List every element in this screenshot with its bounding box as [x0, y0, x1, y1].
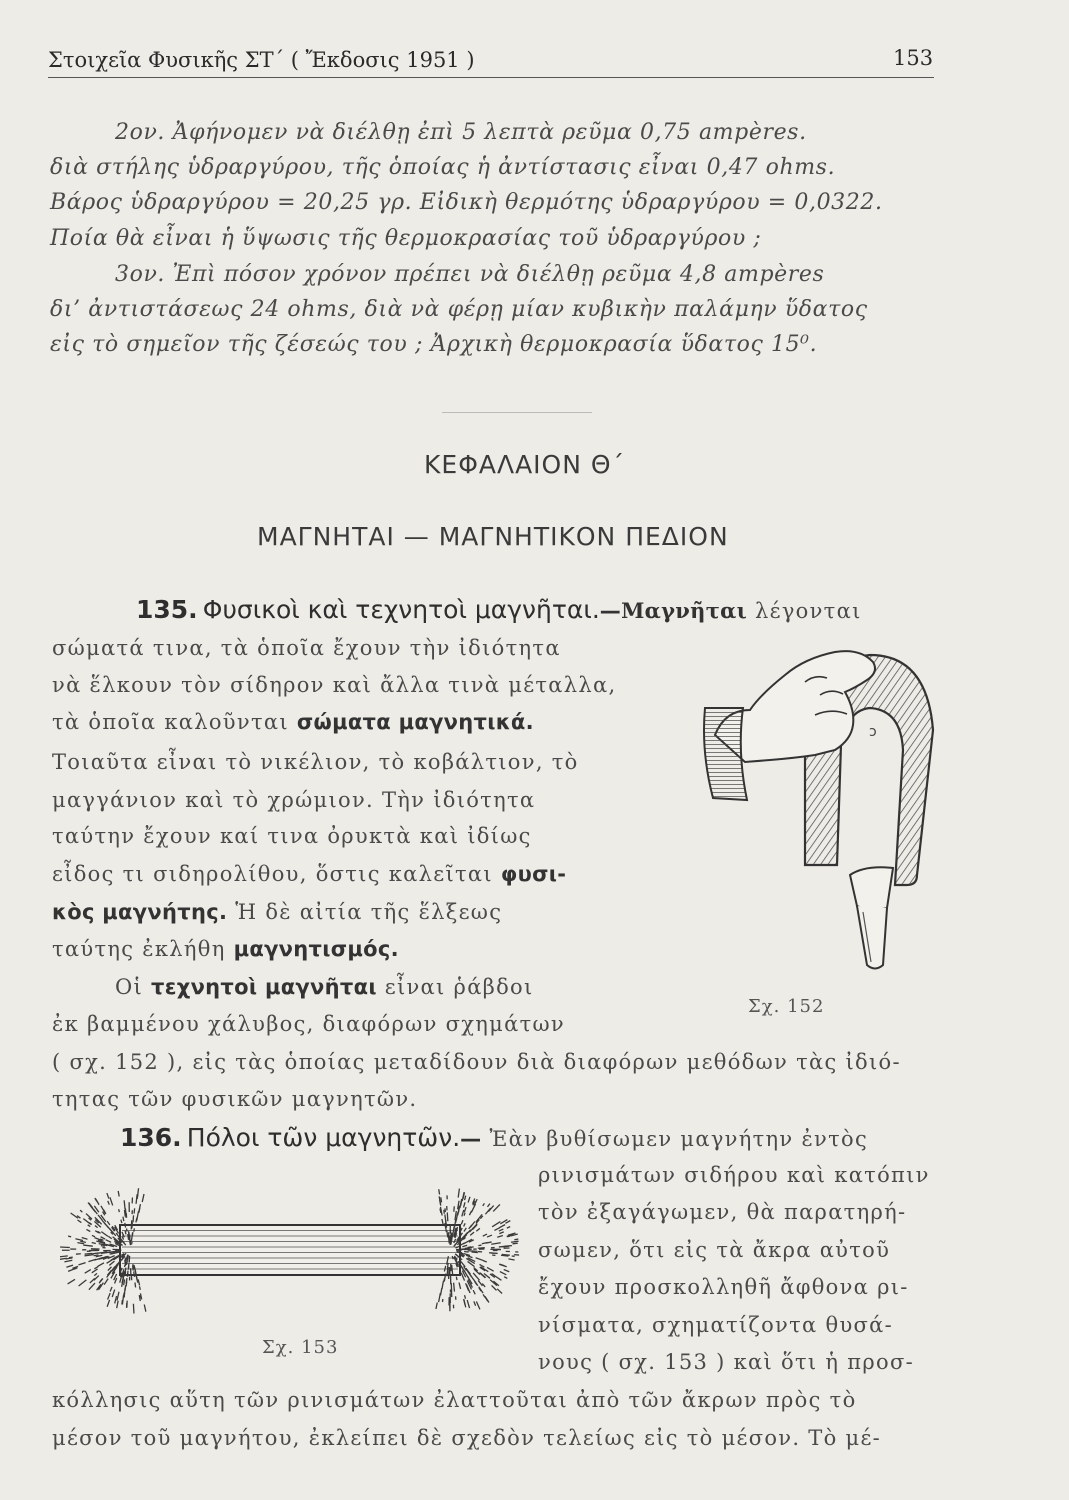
heading-dash: —: [460, 1127, 482, 1151]
section-135-heading-line: [136, 595, 862, 624]
body-line: νὰ ἕλκουν τὸν σίδηρον καὶ ἄλλα τινὰ μέταλλα,: [52, 673, 617, 697]
figure-caption: Σχ. 153: [262, 1337, 339, 1358]
section-136-heading-line: [120, 1123, 868, 1152]
body-line: νίσματα, σχηματίζοντα θυσά-: [538, 1313, 894, 1337]
body-line: ταύτην ἔχουν καί τινα ὀρυκτὰ καὶ ἰδίως: [52, 824, 532, 848]
body-line: τὸν ἐξαγάγωμεν, θὰ παρατηρή-: [538, 1200, 907, 1224]
body-line: σωμεν, ὅτι εἰς τὰ ἄκρα αὐτοῦ: [538, 1238, 891, 1262]
bar-magnet-filings-figure: [60, 1175, 520, 1325]
chapter-label: ΚΕΦΑΛΑΙΟΝ Θ΄: [424, 450, 626, 479]
body-text: Ἐὰν βυθίσωμεν μαγνήτην ἐντὸς: [481, 1127, 869, 1151]
exercise-line: διὰ στήλης ὑδραργύρου, τῆς ὁποίας ἡ ἀντίστασις εἶναι 0,47 ohms.: [50, 155, 836, 180]
page-number: 153: [893, 46, 934, 70]
body-line: μέσον τοῦ μαγνήτου, ἐκλείπει δὲ σχεδὸν τελείως εἰς τὸ μέσον. Τὸ μέ-: [52, 1426, 882, 1450]
body-text: λέγονται: [747, 599, 862, 623]
body-line: κόλλησις αὕτη τῶν ρινισμάτων ἐλαττοῦται ἀπὸ τῶν ἄκρων πρὸς τὸ: [52, 1388, 857, 1412]
body-line: Τοιαῦτα εἶναι τὸ νικέλιον, τὸ κοβάλτιον, τὸ: [52, 750, 579, 774]
body-line: ἔχουν προσκολληθῆ ἄφθονα ρι-: [538, 1275, 909, 1299]
section-separator: [442, 412, 592, 413]
chapter-title: ΜΑΓΝΗΤΑΙ — ΜΑΓΝΗΤΙΚΟΝ ΠΕΔΙΟΝ: [257, 522, 729, 551]
body-line: [52, 900, 502, 924]
exercise-line: Ποία θὰ εἶναι ἡ ὕψωσις τῆς θερμοκρασίας τοῦ ὑδραργύρου ;: [50, 226, 762, 251]
bold-term: κὸς μαγνήτης.: [52, 900, 228, 924]
magnet-mark-icon: ↄ: [869, 724, 877, 740]
body-line: [52, 937, 399, 961]
body-line: [52, 710, 534, 734]
body-line: ( σχ. 152 ), εἰς τὰς ὁποίας μεταδίδουν διὰ διαφόρων μεθόδων τὰς ἰδιό-: [52, 1050, 901, 1074]
bold-term: σώματα μαγνητικά.: [296, 710, 534, 734]
body-line: νους ( σχ. 153 ) καὶ ὅτι ἡ προσ-: [538, 1350, 914, 1374]
exercise-line: 2ον. Ἀφήνομεν νὰ διέλθῃ ἐπὶ 5 λεπτὰ ρεῦμα 0,75 ampères.: [115, 120, 807, 145]
exercise-line: εἰς τὸ σημεῖον τῆς ζέσεώς του ; Ἀρχικὴ θερμοκρασία ὕδατος 15⁰.: [50, 332, 818, 357]
body-text: ταύτης ἐκλήθη: [52, 937, 234, 961]
body-text: Ἡ δὲ αἰτία τῆς ἕλξεως: [227, 900, 503, 924]
body-text: εἶναι ῥάβδοι: [376, 975, 534, 999]
bold-term: φυσι-: [500, 862, 567, 886]
running-title: Στοιχεῖα Φυσικῆς ΣΤ΄ ( Ἔκδοσις 1951 ): [48, 48, 475, 72]
section-number: 135.: [136, 595, 198, 624]
header-rule: [48, 77, 934, 78]
body-line: [115, 975, 534, 999]
figure-caption: Σχ. 152: [748, 996, 825, 1017]
exercise-line: δι’ ἀντιστάσεως 24 ohms, διὰ νὰ φέρῃ μίαν κυβικὴν παλάμην ὕδατος: [50, 297, 868, 322]
body-text: τὰ ὁποῖα καλοῦνται: [52, 710, 297, 734]
exercise-line: Βάρος ὑδραργύρου = 20,25 γρ. Εἰδικὴ θερμότης ὑδραργύρου = 0,0322.: [50, 190, 883, 215]
body-text: εἶδος τι σιδηρολίθου, ὅστις καλεῖται: [52, 862, 501, 886]
body-line: τητας τῶν φυσικῶν μαγνητῶν.: [52, 1087, 418, 1111]
heading-dash: —: [599, 599, 622, 623]
bold-term: τεχνητοὶ μαγνῆται: [151, 975, 377, 999]
section-heading: Πόλοι τῶν μαγνητῶν.: [186, 1123, 461, 1152]
bold-term: Μαγνῆται: [621, 598, 748, 623]
section-heading: Φυσικοὶ καὶ τεχνητοὶ μαγνῆται.: [202, 595, 600, 624]
body-line: σώματά τινα, τὰ ὁποῖα ἔχουν τὴν ἰδιότητα: [52, 636, 561, 660]
section-number: 136.: [120, 1123, 182, 1152]
body-line: ρινισμάτων σιδήρου καὶ κατόπιν: [538, 1163, 930, 1187]
body-line: μαγγάνιον καὶ τὸ χρώμιον. Τὴν ἰδιότητα: [52, 788, 536, 812]
body-line: ἐκ βαμμένου χάλυβος, διαφόρων σχημάτων: [52, 1012, 565, 1036]
bar-magnet: [120, 1225, 460, 1275]
horseshoe-magnet-figure: [655, 640, 955, 980]
body-line: [52, 862, 566, 886]
body-text: Οἱ: [115, 975, 152, 999]
bold-term: μαγνητισμός.: [233, 937, 399, 961]
exercise-line: 3ον. Ἐπὶ πόσον χρόνον πρέπει νὰ διέλθῃ ρεῦμα 4,8 ampères: [115, 262, 825, 287]
